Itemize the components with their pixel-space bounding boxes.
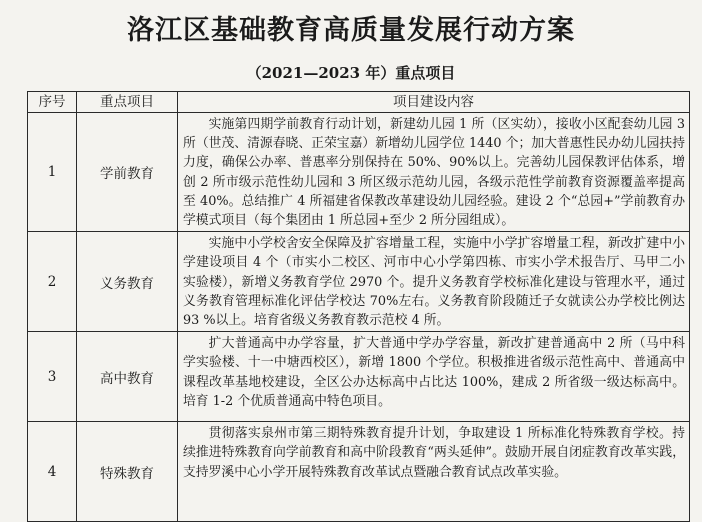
header-content: 项目建设内容	[178, 92, 690, 113]
row-project-name: 学前教育	[77, 113, 178, 232]
key-projects-table	[27, 91, 690, 522]
row-project-name: 高中教育	[77, 332, 178, 422]
table-row	[28, 332, 690, 422]
document-title: 洛江区基础教育高质量发展行动方案	[127, 15, 575, 46]
row-project-name: 义务教育	[77, 232, 178, 332]
row-project-name: 特殊教育	[77, 422, 178, 522]
header-name: 重点项目	[77, 92, 178, 113]
row-project-content: 实施中小学校舍安全保障及扩容增量工程，实施中小学扩容增量工程，新改扩建中小学建设项目 4 个（市实小二校区、河市中心小学第四栋、市实小学术报告厅、马甲二小实验楼），新增义务教育学位 2970 个。提升义务教育学校标准化建设与管理水平，通过义务教育管理标准化评估学校达 70%左右。义务教育阶段随迁子女就读公办学校比例达 93 %以上。培育省级义务教育教示范校 4 所。	[178, 232, 690, 332]
row-number: 1	[28, 113, 77, 232]
table-row	[28, 232, 690, 332]
document-subtitle: （2021—2023 年）重点项目	[246, 64, 456, 82]
row-project-content: 贯彻落实泉州市第三期特殊教育提升计划，争取建设 1 所标准化特殊教育学校。持续推进特殊教育向学前教育和高中阶段教育“两头延伸”。鼓励开展自闭症教育改革实践，支持罗溪中心小学开展特殊教育改革试点暨融合教育试点改革实验。	[178, 422, 690, 522]
row-project-content: 扩大普通高中办学容量，扩大普通中学办学容量，新改扩建普通高中 2 所（马中科学实验楼、十一中塘西校区），新增 1800 个学位。积极推进省级示范性高中、普通高中课程改革基地校建设，全区公办达标高中占比达 100%，建成 2 所省级一级达标高中。培育 1-2 个优质普通高中特色项目。	[178, 332, 690, 422]
table-header-row	[28, 92, 690, 113]
row-project-content: 实施第四期学前教育行动计划，新建幼儿园 1 所（区实幼），接收小区配套幼儿园 3 所（世茂、清源春晓、正荣宝嘉）新增幼儿园学位 1440 个；加大普惠性民办幼儿园扶持力度，确保公办率、普惠率分别保持在 50%、90%以上。完善幼儿园保教评估体系，增创 2 所市级示范性幼儿园和 3 所区级示范幼儿园，各级示范性学前教育资源覆盖率提高至 40%。总结推广 4 所福建省保教改革建设幼儿园经验。建设 2 个“总园+”学前教育办学模式项目（每个集团由 1 所总园+至少 2 所分园组成）。	[178, 113, 690, 232]
row-number: 2	[28, 232, 77, 332]
row-number: 4	[28, 422, 77, 522]
row-number: 3	[28, 332, 77, 422]
table-row	[28, 422, 690, 522]
table-row	[28, 113, 690, 232]
header-no: 序号	[28, 92, 77, 113]
